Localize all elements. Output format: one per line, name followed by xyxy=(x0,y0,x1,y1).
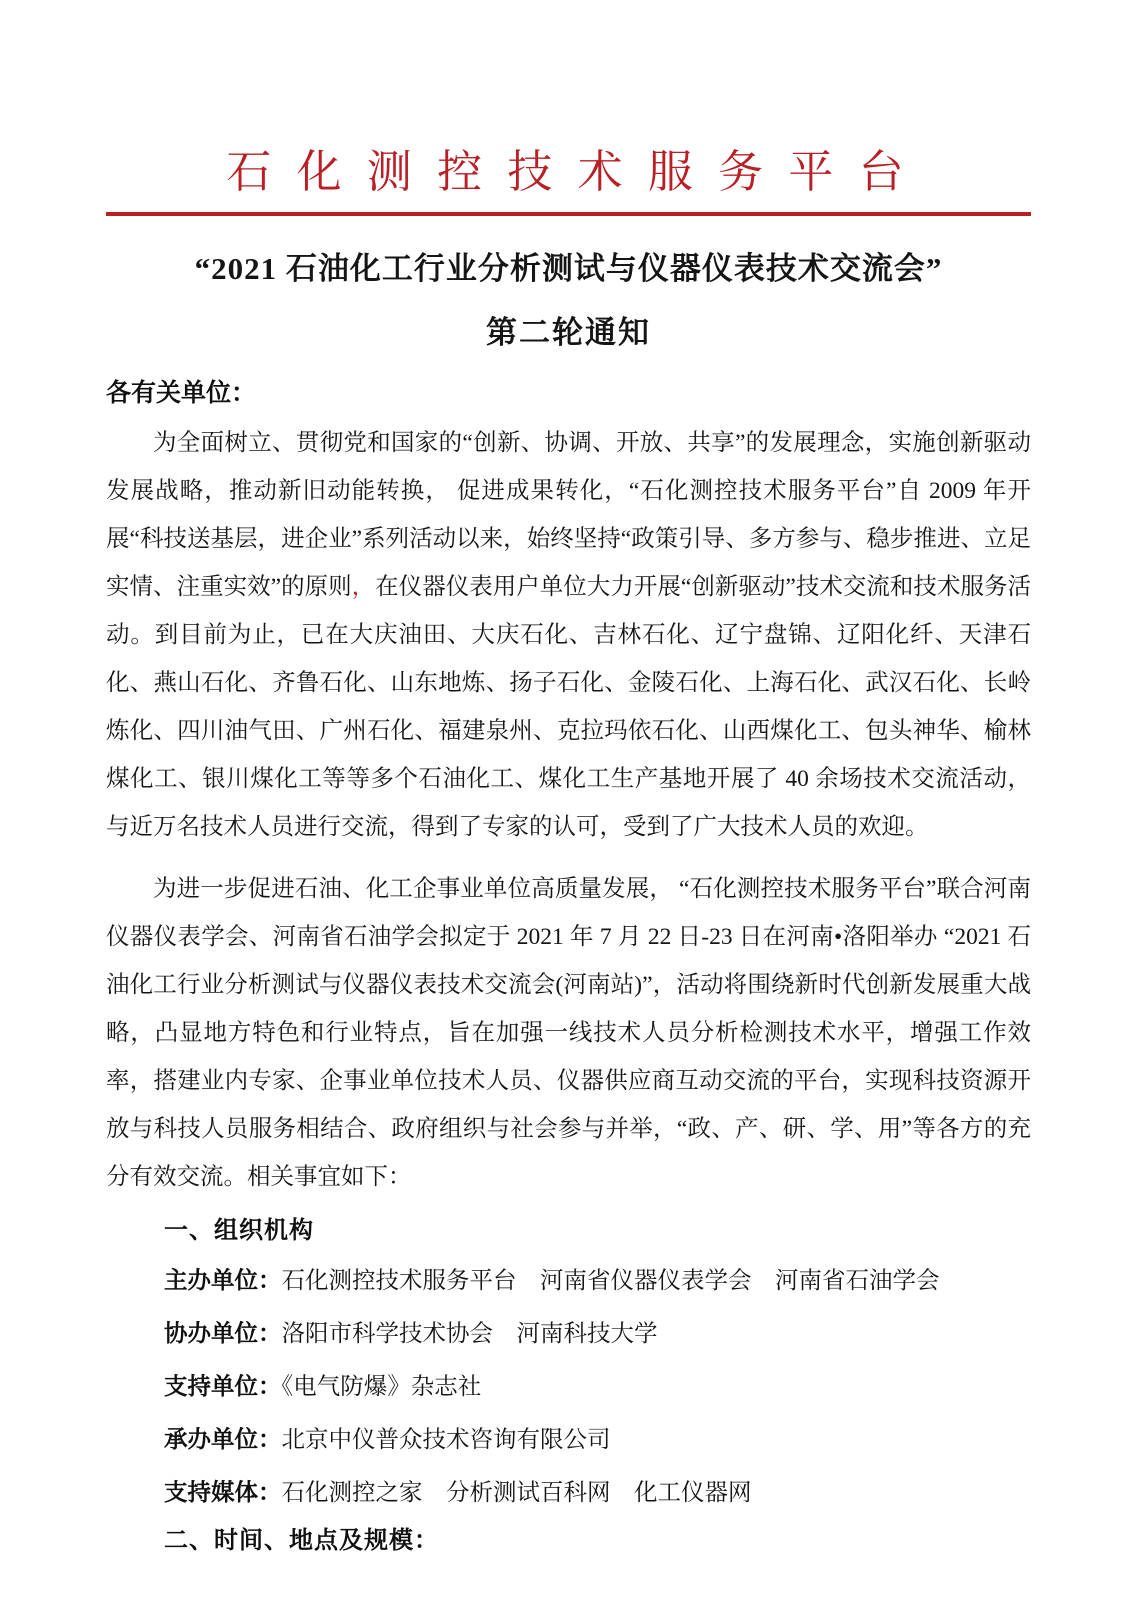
salutation: 各有关单位： xyxy=(106,379,257,407)
org-item-label: 支持媒体： xyxy=(164,1479,282,1506)
platform-masthead-title: 石 化 测 控 技 术 服 务 平 台 xyxy=(226,147,911,197)
org-item-supporting-media xyxy=(164,1466,1031,1519)
organization-list xyxy=(164,1254,1031,1519)
paragraph-history xyxy=(106,419,1031,851)
masthead-divider-rule xyxy=(106,212,1031,216)
paragraph-event-announcement: 为进一步促进石油、化工企事业单位高质量发展， “石化测控技术服务平台”联合河南仪器仪表学会、河南省石油学会拟定于 2021 年 7 月 22 日-23 日在河南•洛阳举办 “2021 石油化工行业分析测试与仪器仪表技术交流会(河南站)”，活动将围绕新时代创新发展重大战略，凸显地方特色和行业特点，旨在加强一线技术人员分析检测技术水平，增强工作效率，搭建业内专家、企事业单位技术人员、仪器供应商互动交流的平台，实现科技资源开放与科技人员服务相结合、政府组织与社会参与并举，“政、产、研、学、用”等各方的充分有效交流。相关事宜如下： xyxy=(106,876,1031,1191)
notice-title-line2: 第二轮通知 xyxy=(486,315,651,351)
org-item-label: 协办单位： xyxy=(164,1320,282,1347)
paragraph-history-text-after-red-comma: 在仪器仪表用户单位大力开展“创新驱动”技术交流和技术服务活动。到目前为止，已在大庆油田、大庆石化、吉林石化、辽宁盘锦、辽阳化纤、天津石化、燕山石化、齐鲁石化、山东地炼、扬子石化、金陵石化、上海石化、武汉石化、长岭炼化、四川油气田、广州石化、福建泉州、克拉玛依石化、山西煤化工、包头神华、榆林煤化工、银川煤化工等等多个石油化工、煤化工生产基地开展了 40 余场技术交流活动，与近万名技术人员进行交流，得到了专家的认可，受到了广大技术人员的欢迎。 xyxy=(106,574,1031,841)
org-item-supporting-unit xyxy=(164,1360,1031,1413)
letterhead xyxy=(106,143,1031,216)
section-heading-schedule: 二、时间、地点及规模： xyxy=(164,1527,439,1555)
org-item-label: 承办单位： xyxy=(164,1426,282,1453)
section-heading-organization: 一、组织机构 xyxy=(164,1217,314,1245)
org-item-value: 石化测控之家 分析测试百科网 化工仪器网 xyxy=(281,1480,752,1507)
red-comma: ， xyxy=(351,574,376,601)
org-item-host xyxy=(164,1254,1031,1307)
org-item-organizer xyxy=(164,1413,1031,1466)
paragraph-history-text-before-red-comma: 为全面树立、贯彻党和国家的“创新、协调、开放、共享”的发展理念，实施创新驱动发展战略，推动新旧动能转换， 促进成果转化，“石化测控技术服务平台”自 2009 年开展“科技送基层，进企业”系列活动以来，始终坚持“政策引导、多方参与、稳步推进、立足实情、注重实效”的原则 xyxy=(106,430,1031,601)
org-item-value: 《电气防爆》杂志社 xyxy=(281,1374,482,1401)
org-item-value: 洛阳市科学技术协会 河南科技大学 xyxy=(281,1321,658,1348)
notice-title-line1: “2021 石油化工行业分析测试与仪器仪表技术交流会” xyxy=(194,250,943,286)
org-item-value: 北京中仪普众技术咨询有限公司 xyxy=(281,1427,611,1454)
org-item-label: 主办单位： xyxy=(164,1267,282,1294)
org-item-label: 支持单位： xyxy=(164,1373,282,1400)
org-item-value: 石化测控技术服务平台 河南省仪器仪表学会 河南省石油学会 xyxy=(281,1268,940,1295)
org-item-cohost xyxy=(164,1307,1031,1360)
